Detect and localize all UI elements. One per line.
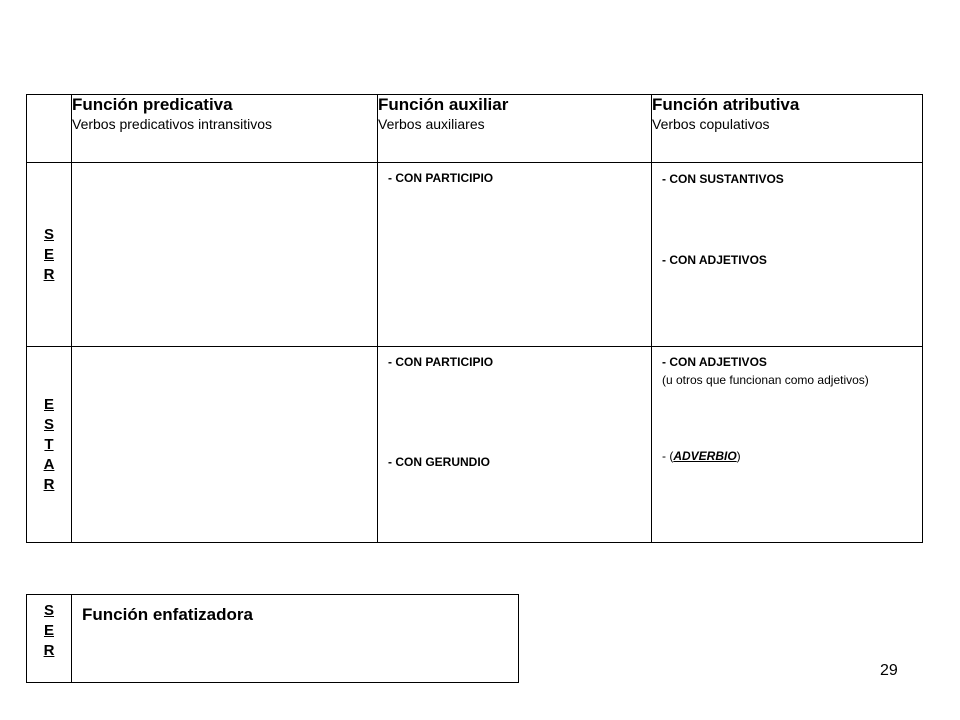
header-subtitle: Verbos auxiliares bbox=[378, 116, 485, 132]
header-predicativa bbox=[72, 95, 378, 163]
ser-label-cell bbox=[27, 163, 72, 347]
ser-auxiliar-cell bbox=[378, 163, 652, 347]
header-title: Función predicativa bbox=[72, 95, 233, 114]
estar-aux-entry: - CON GERUNDIO bbox=[388, 455, 490, 469]
enfatizadora-table bbox=[26, 594, 519, 683]
header-row bbox=[27, 95, 923, 163]
ser-atr-entry: - CON SUSTANTIVOS bbox=[662, 172, 784, 186]
estar-row bbox=[27, 347, 923, 543]
estar-atr-note: (u otros que funcionan como adjetivos) bbox=[662, 373, 869, 387]
verb-letter: S bbox=[43, 602, 54, 619]
ser-vertical-label bbox=[44, 225, 55, 285]
verb-functions-table bbox=[26, 94, 923, 543]
enfatizadora-label-cell bbox=[27, 595, 72, 683]
verb-letter: E bbox=[43, 395, 54, 413]
verb-letter: S bbox=[43, 415, 54, 433]
estar-atr-adverbio bbox=[662, 449, 741, 463]
estar-atributiva-cell bbox=[652, 347, 923, 543]
enfatizadora-row bbox=[27, 595, 519, 683]
header-atributiva bbox=[652, 95, 923, 163]
ser-aux-entry: - CON PARTICIPIO bbox=[388, 171, 494, 185]
ser-atributiva-cell bbox=[652, 163, 923, 347]
verb-letter: T bbox=[44, 435, 54, 453]
estar-label-cell bbox=[27, 347, 72, 543]
verb-letter: A bbox=[43, 455, 55, 473]
header-title: Función auxiliar bbox=[378, 95, 509, 114]
ser-predicativa-cell bbox=[72, 163, 378, 347]
page-number: 29 bbox=[880, 662, 898, 679]
verb-letter: S bbox=[43, 225, 54, 243]
ser-vertical-label bbox=[44, 601, 55, 661]
verb-letter: R bbox=[43, 475, 55, 493]
estar-atr-entry: - CON ADJETIVOS bbox=[662, 355, 767, 369]
header-subtitle: Verbos copulativos bbox=[652, 116, 770, 132]
verb-letter: E bbox=[43, 245, 54, 263]
corner-cell bbox=[27, 95, 72, 163]
ser-row bbox=[27, 163, 923, 347]
verb-letter: R bbox=[43, 265, 55, 283]
estar-auxiliar-cell bbox=[378, 347, 652, 543]
verb-letter: E bbox=[43, 622, 54, 639]
estar-aux-entry: - CON PARTICIPIO bbox=[388, 355, 494, 369]
header-title: Función atributiva bbox=[652, 95, 800, 114]
header-auxiliar bbox=[378, 95, 652, 163]
adverb-prefix: - ( bbox=[662, 449, 674, 463]
ser-atr-entry: - CON ADJETIVOS bbox=[662, 253, 767, 267]
estar-predicativa-cell bbox=[72, 347, 378, 543]
verb-letter: R bbox=[43, 642, 55, 659]
header-subtitle: Verbos predicativos intransitivos bbox=[72, 116, 272, 132]
adverb-text: ADVERBIO bbox=[673, 449, 737, 463]
adverb-suffix: ) bbox=[736, 449, 741, 463]
enfatizadora-title: Función enfatizadora bbox=[72, 595, 519, 683]
estar-vertical-label bbox=[44, 395, 55, 495]
